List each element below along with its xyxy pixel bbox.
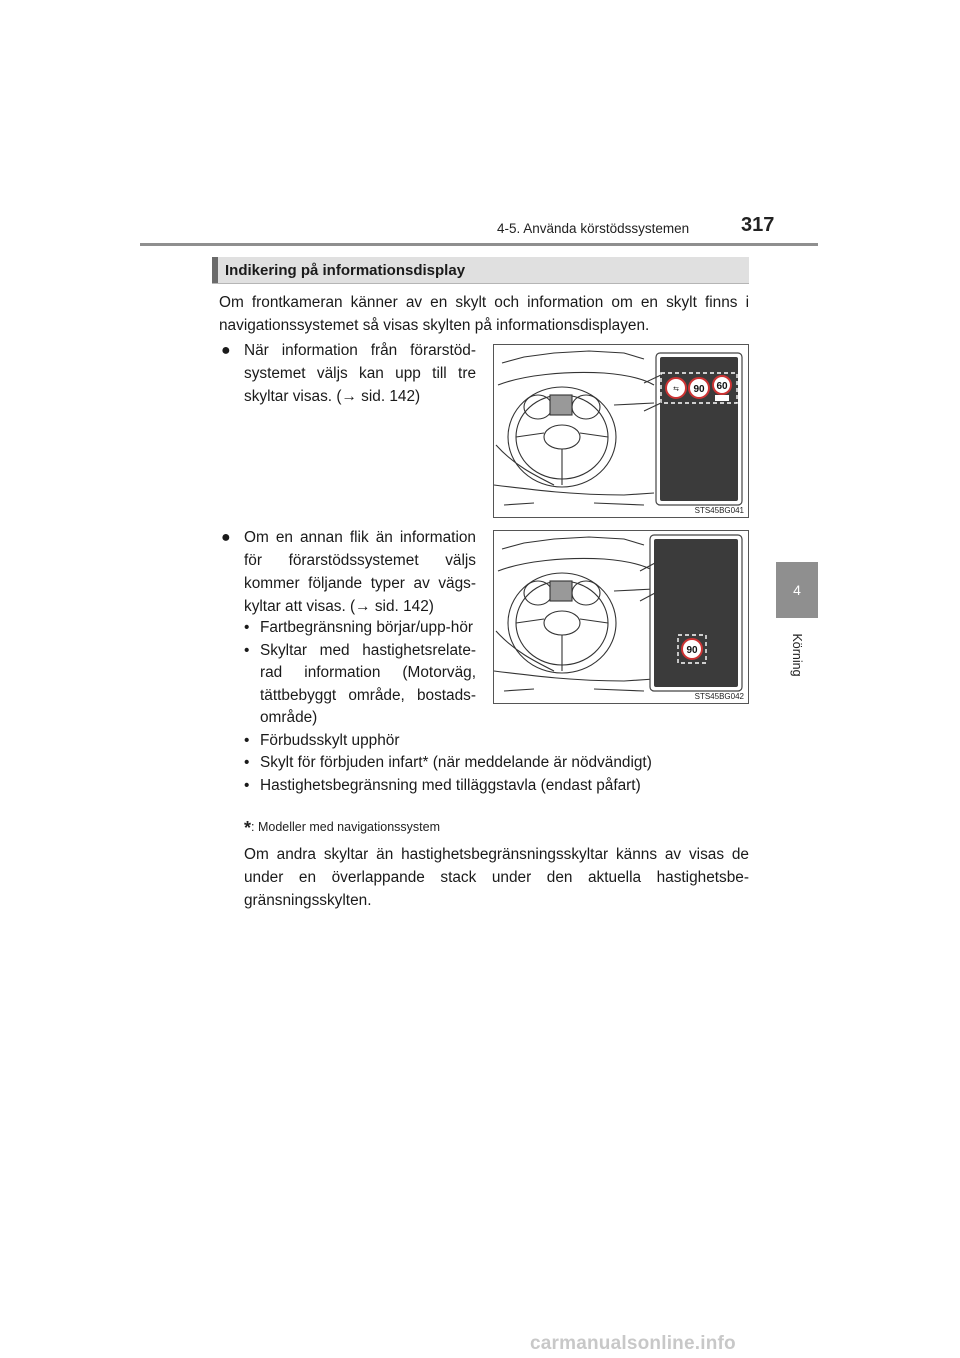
section-title: Indikering på informationsdisplay — [225, 262, 466, 279]
footnote-marker: * — [244, 818, 252, 838]
closing-paragraph: Om andra skyltar än hastighetsbegränsningsskyltar känns av visas de under en överlappande stack under den aktuella hastighetsbe-gränsningsskylten. — [244, 846, 749, 909]
section-heading-accent — [212, 257, 218, 283]
page-number: 317 — [741, 214, 775, 236]
figure-code: STS45BG041 — [694, 506, 744, 515]
dashboard-illustration — [494, 345, 748, 517]
footnote — [244, 815, 440, 836]
section-heading-bar — [212, 257, 749, 284]
chapter-header: 4-5. Använda körstödssystemen — [497, 221, 690, 236]
figure-display-three-signs — [493, 344, 749, 518]
bullet-marker: ● — [221, 529, 231, 546]
list-item: • Skylt för förbjuden infart* (när meddelande är nödvändigt) — [244, 752, 652, 775]
speed-sign-90: 90 — [693, 384, 705, 395]
speed-sign-90: 90 — [686, 645, 698, 656]
list-item: • Fartbegränsning börjar/upp-hör — [244, 617, 476, 640]
section-intro: Om frontkameran känner av en skylt och information om en skylt finns i navigationssystemet så visas skylten på informationsdisplayen. — [219, 294, 749, 334]
chapter-tab-number: 4 — [793, 582, 801, 598]
speed-sign-60: 60 — [716, 381, 728, 392]
list-item: • Skyltar med hastighetsrelate-rad information (Motorväg, tättbebyggt område, bostads-område) — [244, 640, 476, 730]
chapter-tab-label: Körning — [790, 633, 804, 677]
list-item: • Förbudsskylt upphör — [244, 730, 652, 753]
figure-code: STS45BG042 — [694, 692, 744, 701]
no-overtaking-sign: ⇆ — [673, 386, 679, 393]
sign-type-list — [244, 617, 652, 797]
chapter-tab[interactable] — [776, 562, 818, 618]
watermark-text: carmanualsonline.info — [530, 1333, 736, 1354]
list-item: • Hastighetsbegränsning med tilläggstavla (endast påfart) — [244, 775, 652, 798]
bullet-2-text: Om en annan flik än information för förarstödssystemet väljs kommer följande typer av vägs-kyltar att visas. (→ sid. 142) — [244, 529, 476, 615]
footnote-text: : Modeller med navigationssystem — [251, 820, 440, 834]
bullet-marker: ● — [221, 342, 231, 359]
bullet-1-text: När information från förarstöd-systemet väljs kan upp till tre skyltar visas. (→ sid. 142) — [244, 342, 476, 405]
header-divider — [140, 243, 818, 246]
